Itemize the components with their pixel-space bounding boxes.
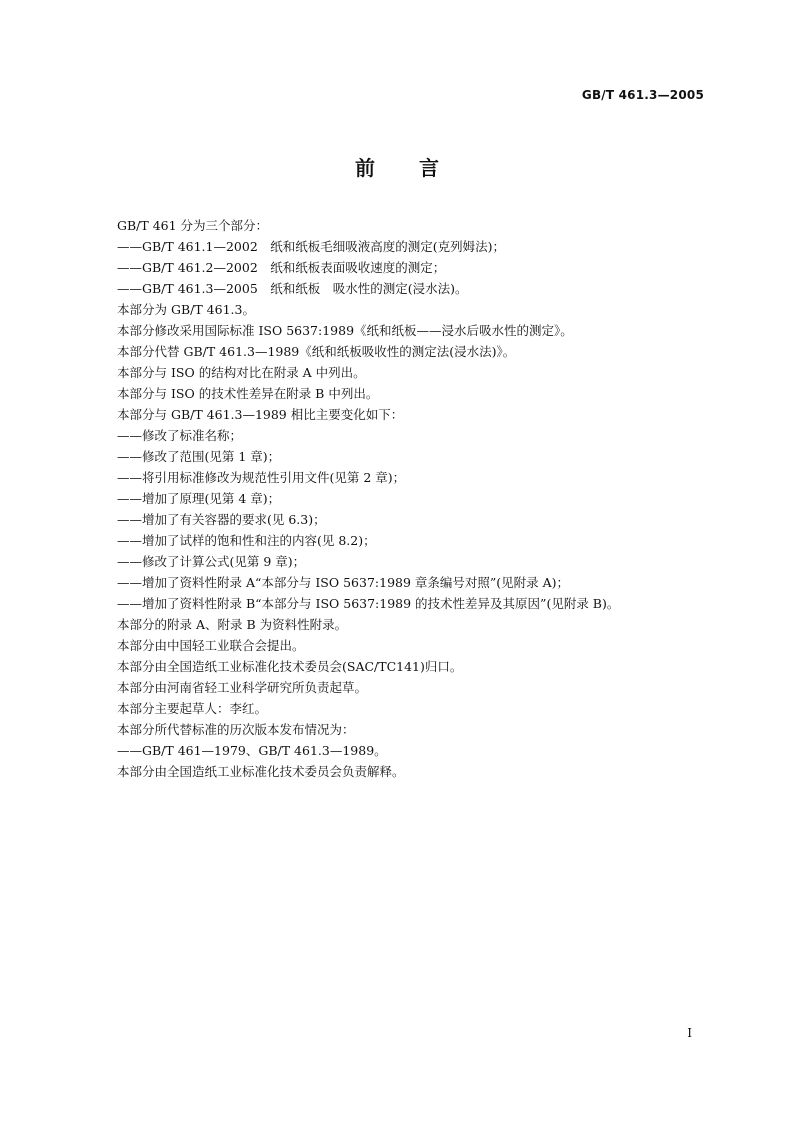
text-line: GB/T 461 分为三个部分： xyxy=(117,218,269,233)
text-line: 本部分与 GB/T 461.3—1989 相比主要变化如下： xyxy=(117,407,404,422)
text-line: 本部分的附录 A、附录 B 为资料性附录。 xyxy=(117,617,348,632)
standard-number: GB/T 461.3—2005 xyxy=(581,88,704,102)
foreword-body xyxy=(117,215,697,782)
text-line: ——修改了标准名称； xyxy=(117,428,243,443)
text-line: 本部分主要起草人：李红。 xyxy=(117,701,268,716)
text-line: ——GB/T 461.1—2002 纸和纸板毛细吸液高度的测定(克列姆法)； xyxy=(117,239,506,254)
text-line: ——将引用标准修改为规范性引用文件(见第 2 章)； xyxy=(117,470,406,485)
text-line: 本部分由河南省轻工业科学研究所负责起草。 xyxy=(117,680,368,695)
page-title xyxy=(0,152,794,181)
text-line: ——增加了资料性附录 B“本部分与 ISO 5637:1989 的技术性差异及其原因”(见附录 B)。 xyxy=(117,596,620,611)
text-line: 本部分为 GB/T 461.3。 xyxy=(117,302,255,317)
text-line: 本部分代替 GB/T 461.3—1989《纸和纸板吸收性的测定法(浸水法)》。 xyxy=(117,344,516,359)
text-line: ——GB/T 461.3—2005 纸和纸板 吸水性的测定(浸水法)。 xyxy=(117,281,468,296)
text-line: ——增加了试样的饱和性和注的内容(见 8.2)； xyxy=(117,533,376,548)
text-line: ——修改了计算公式(见第 9 章)； xyxy=(117,554,306,569)
text-line: 本部分由全国造纸工业标准化技术委员会负责解释。 xyxy=(117,764,405,779)
text-line: 本部分修改采用国际标准 ISO 5637:1989《纸和纸板——浸水后吸水性的测定》。 xyxy=(117,323,573,338)
text-line: ——GB/T 461.2—2002 纸和纸板表面吸收速度的测定； xyxy=(117,260,446,275)
text-line: 本部分由全国造纸工业标准化技术委员会(SAC/TC141)归口。 xyxy=(117,659,463,674)
page-number: I xyxy=(687,1026,692,1040)
text-line: ——增加了资料性附录 A“本部分与 ISO 5637:1989 章条编号对照”(见附录 A)； xyxy=(117,575,570,590)
text-line: ——增加了有关容器的要求(见 6.3)； xyxy=(117,512,326,527)
text-line: ——修改了范围(见第 1 章)； xyxy=(117,449,281,464)
text-line: ——GB/T 461—1979、GB/T 461.3—1989。 xyxy=(117,743,387,758)
text-line: 本部分由中国轻工业联合会提出。 xyxy=(117,638,305,653)
text-line: 本部分与 ISO 的技术性差异在附录 B 中列出。 xyxy=(117,386,379,401)
text-line: 本部分所代替标准的历次版本发布情况为： xyxy=(117,722,355,737)
title-char-2: 言 xyxy=(419,156,439,180)
title-char-1: 前 xyxy=(355,156,375,180)
text-line: ——增加了原理(见第 4 章)； xyxy=(117,491,281,506)
text-line: 本部分与 ISO 的结构对比在附录 A 中列出。 xyxy=(117,365,366,380)
